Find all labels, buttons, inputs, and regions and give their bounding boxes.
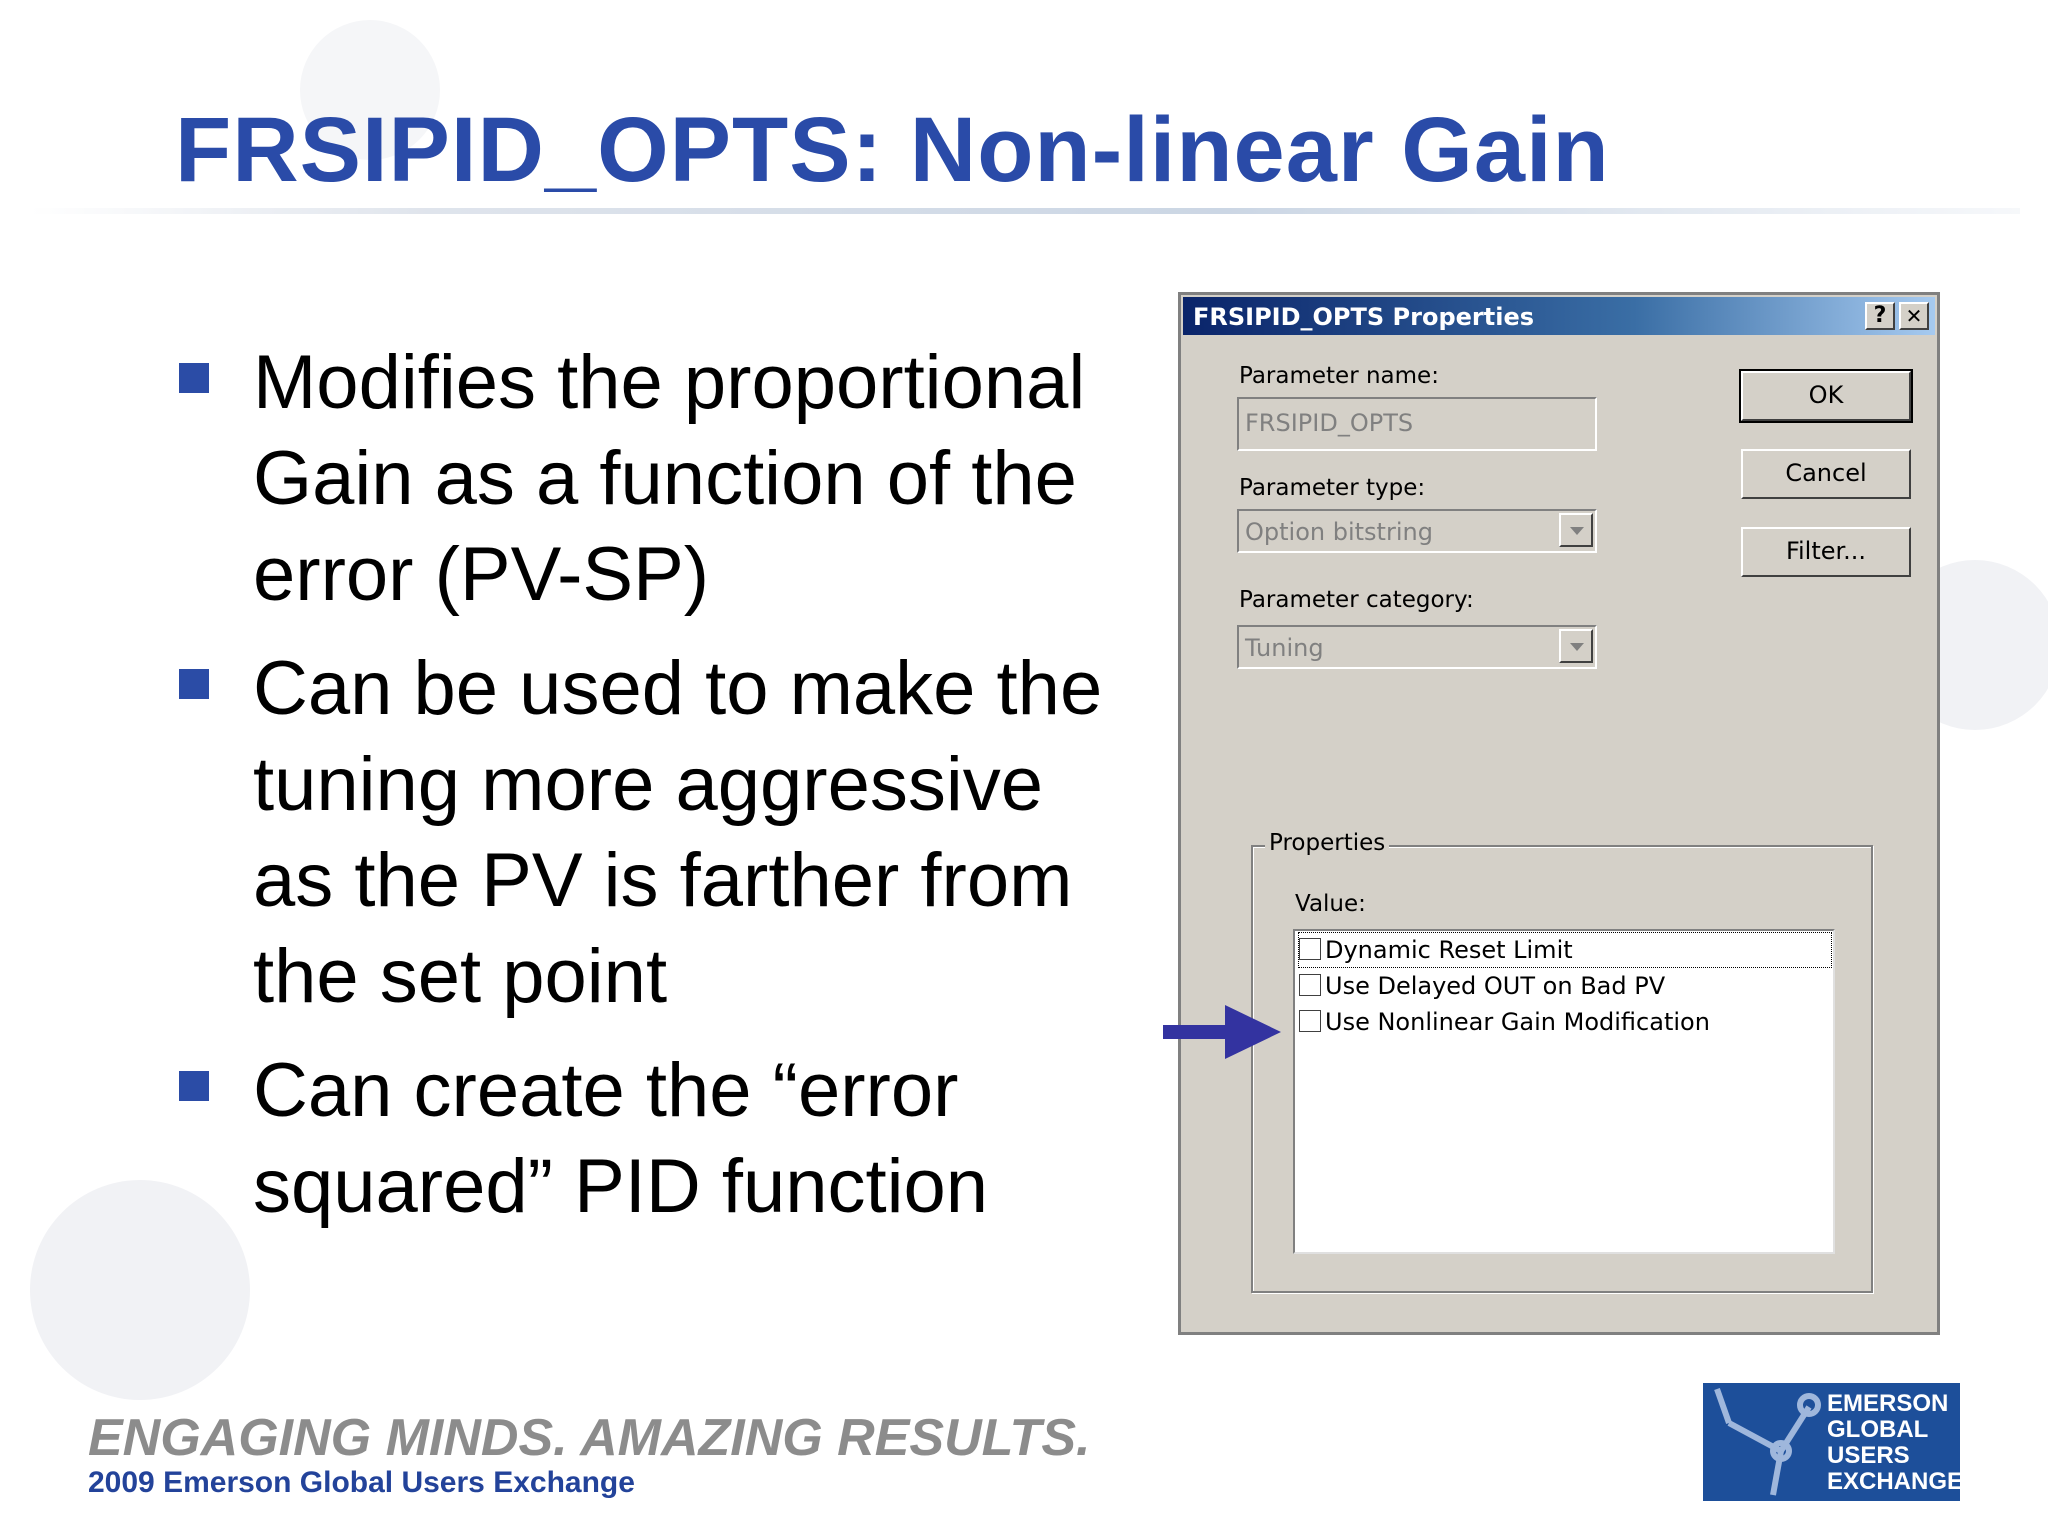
bullet-square-icon	[179, 1071, 209, 1101]
title-underline	[30, 208, 2020, 214]
dropdown-arrow-icon[interactable]	[1559, 513, 1593, 547]
parameter-category-value: Tuning	[1245, 634, 1324, 662]
logo-line: EMERSON	[1827, 1390, 1949, 1417]
close-button[interactable]: ✕	[1899, 302, 1929, 330]
option-label: Dynamic Reset Limit	[1325, 936, 1573, 964]
value-label: Value:	[1295, 891, 1366, 917]
bullet-square-icon	[179, 669, 209, 699]
option-checkbox[interactable]	[1299, 938, 1321, 960]
bullet-text: Can create the “error squared” PID function	[253, 1048, 989, 1229]
list-item[interactable]	[1299, 1005, 1710, 1039]
parameter-category-label: Parameter category:	[1239, 587, 1474, 613]
ok-button[interactable]: OK	[1741, 371, 1911, 421]
cancel-button[interactable]: Cancel	[1741, 449, 1911, 499]
dialog-titlebar[interactable]	[1183, 297, 1935, 335]
parameter-name-label: Parameter name:	[1239, 363, 1439, 389]
parameter-type-label: Parameter type:	[1239, 475, 1426, 501]
footer-tagline: ENGAGING MINDS. AMAZING RESULTS.	[88, 1409, 1091, 1467]
help-button[interactable]: ?	[1865, 302, 1895, 330]
filter-button[interactable]: Filter...	[1741, 527, 1911, 577]
option-label: Use Nonlinear Gain Modification	[1325, 1008, 1710, 1036]
properties-group-label: Properties	[1265, 830, 1389, 856]
bullet-text: Can be used to make the tuning more aggressive as the PV is farther from the set point	[253, 646, 1103, 1019]
bullet-list	[175, 335, 1135, 1253]
bullet-item	[175, 335, 1135, 623]
bullet-item	[175, 641, 1135, 1025]
bullet-square-icon	[179, 363, 209, 393]
parameter-name-field[interactable]: FRSIPID_OPTS	[1237, 397, 1597, 451]
emerson-users-exchange-logo	[1703, 1383, 1964, 1501]
logo-line: GLOBAL	[1827, 1416, 1929, 1443]
dialog-title: FRSIPID_OPTS Properties	[1193, 303, 1535, 331]
slide-title: FRSIPID_OPTS: Non-linear Gain	[175, 99, 1610, 201]
dropdown-arrow-icon[interactable]	[1559, 629, 1593, 663]
option-label: Use Delayed OUT on Bad PV	[1325, 972, 1666, 1000]
option-checkbox[interactable]	[1299, 974, 1321, 996]
list-item[interactable]	[1299, 969, 1665, 1003]
value-listbox[interactable]	[1293, 929, 1835, 1254]
logo-line: EXCHANGE	[1827, 1468, 1964, 1495]
molecule-logo-icon	[1703, 1383, 1823, 1501]
option-checkbox[interactable]	[1299, 1010, 1321, 1032]
logo-line: USERS	[1827, 1442, 1910, 1469]
parameter-type-combo[interactable]	[1237, 509, 1597, 553]
parameter-type-value: Option bitstring	[1245, 518, 1433, 546]
bullet-item	[175, 1043, 1135, 1235]
logo-text	[1827, 1391, 1963, 1495]
footer-subtitle: 2009 Emerson Global Users Exchange	[88, 1466, 635, 1499]
properties-dialog	[1178, 292, 1940, 1335]
pointer-arrow-icon	[1163, 1003, 1283, 1063]
parameter-category-combo[interactable]	[1237, 625, 1597, 669]
bullet-text: Modifies the proportional Gain as a function of the error (PV-SP)	[253, 340, 1086, 617]
list-item[interactable]	[1299, 933, 1831, 967]
